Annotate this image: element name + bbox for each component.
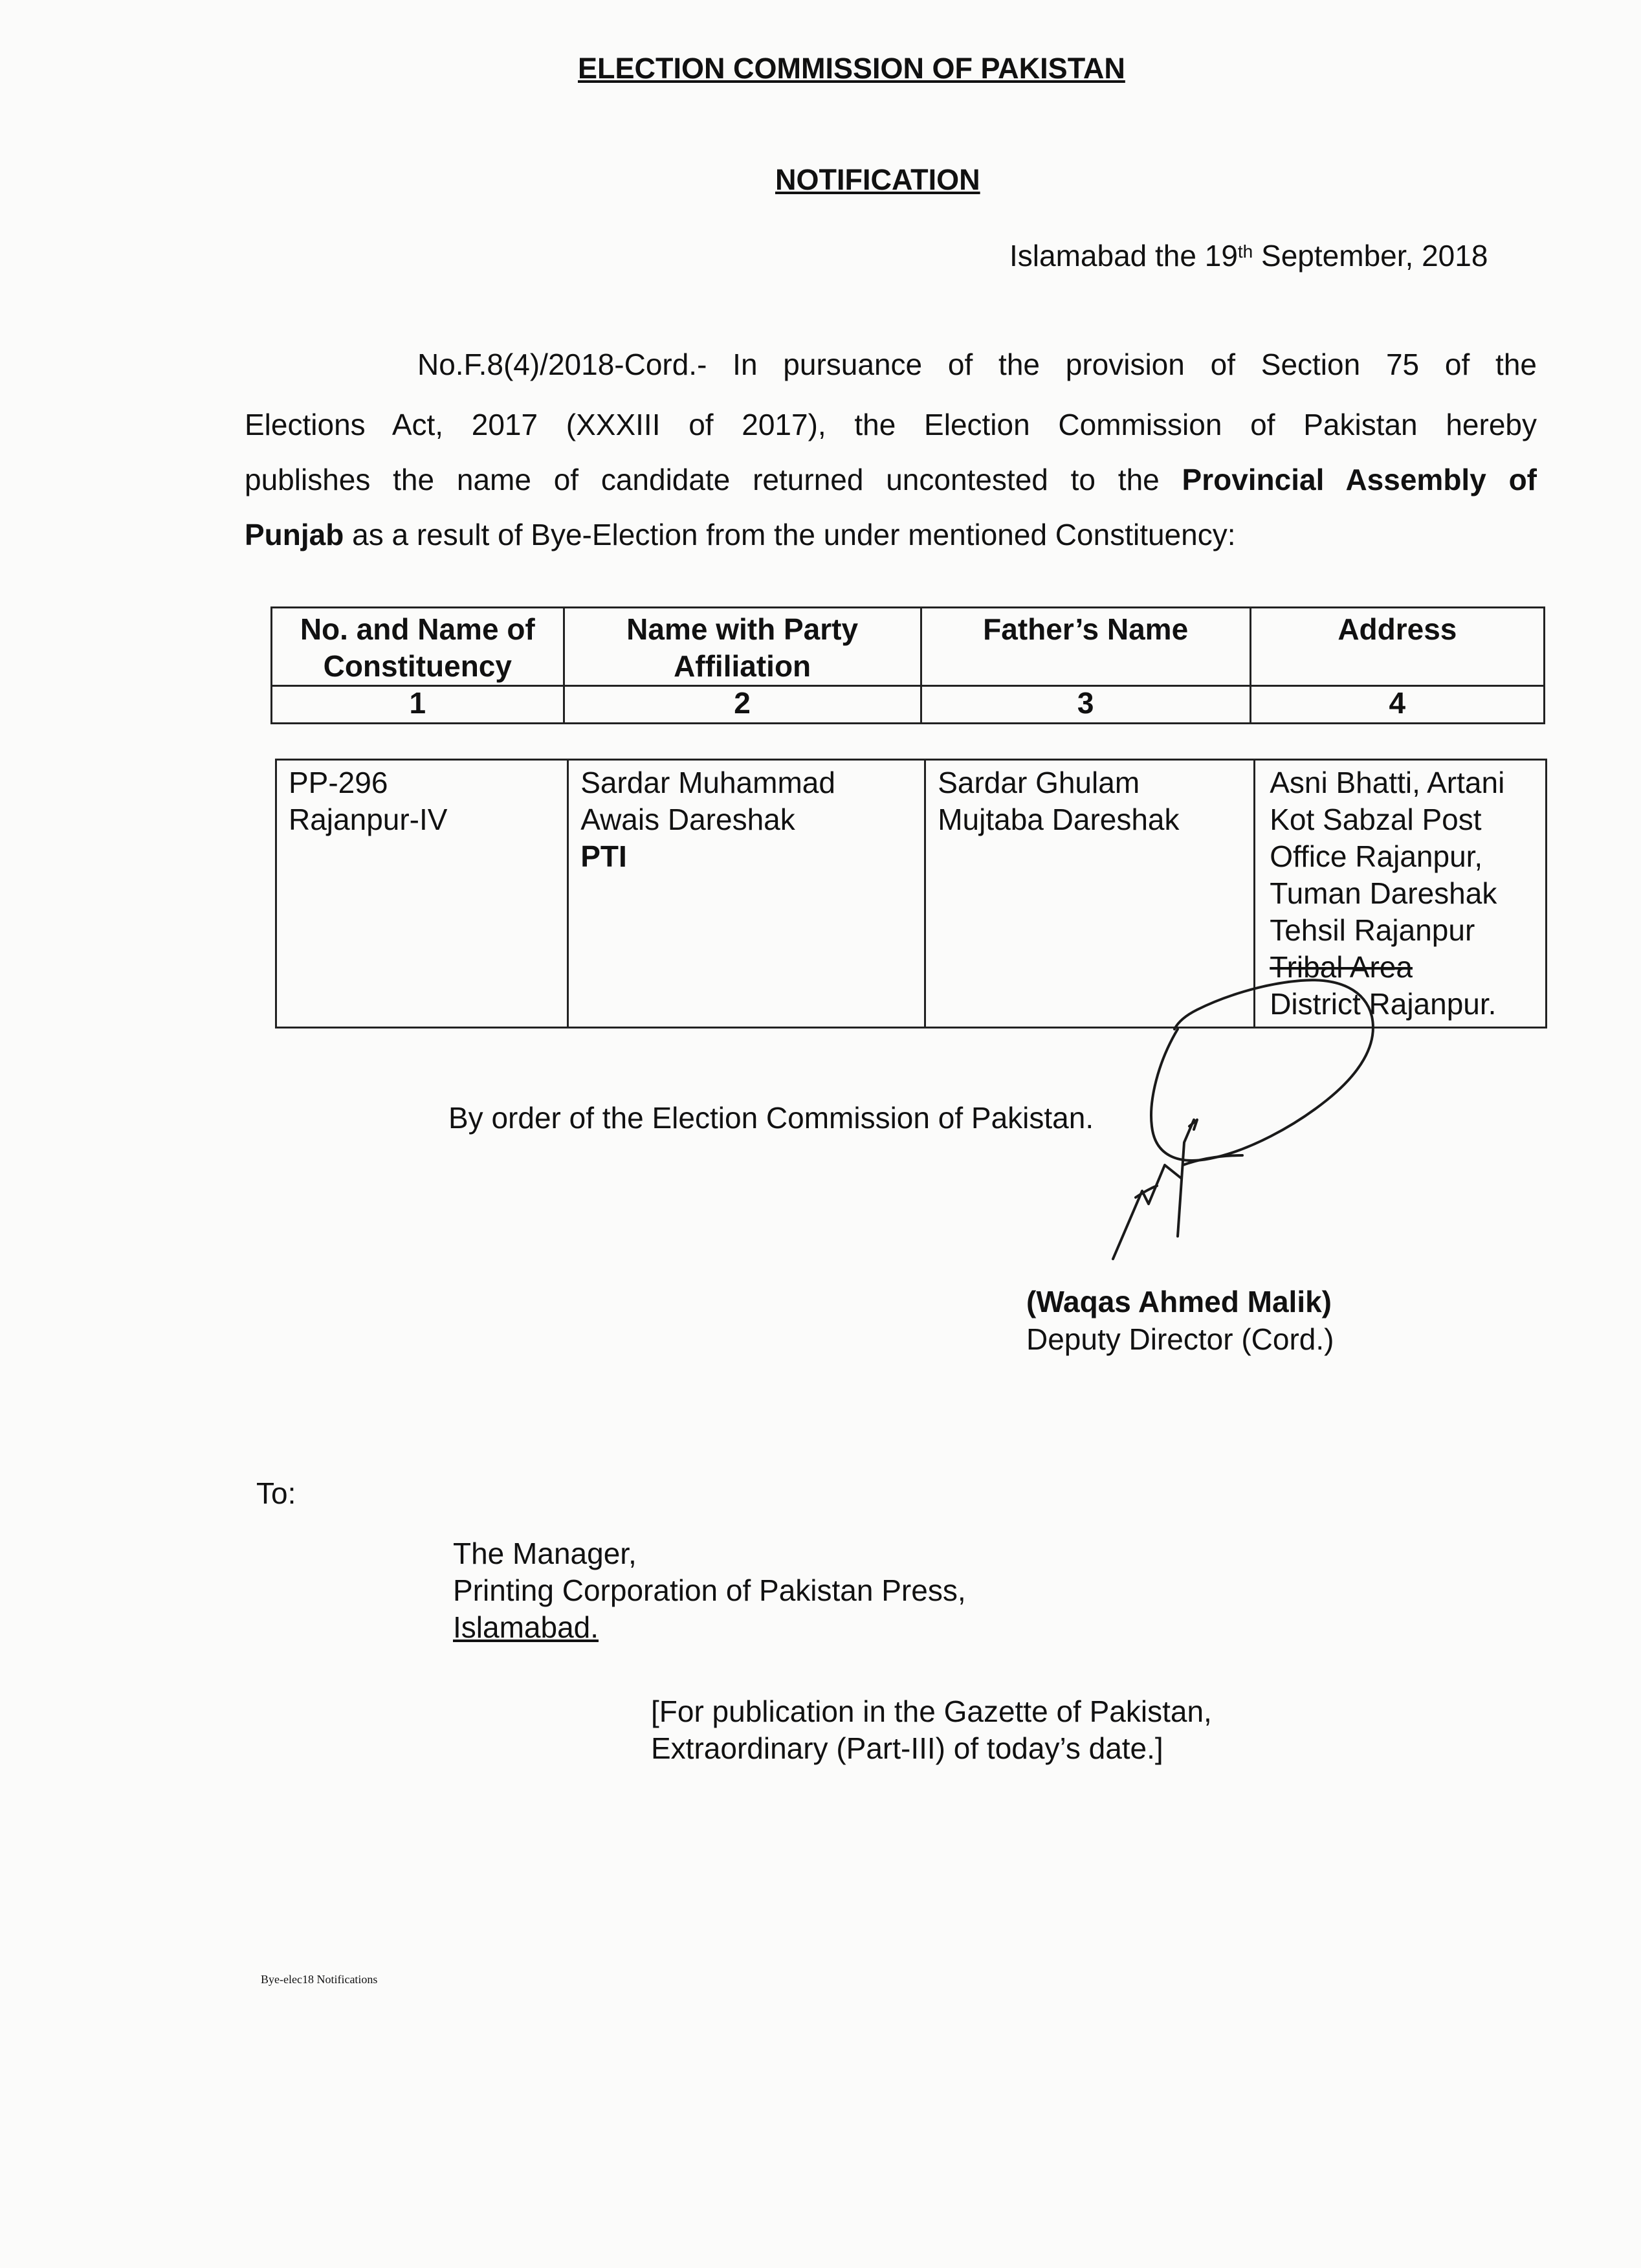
date-prefix: Islamabad the 19	[1009, 239, 1238, 272]
order-line: By order of the Election Commission of Pakistan.	[448, 1101, 1094, 1135]
date-suffix: September, 2018	[1253, 239, 1488, 272]
column-number: 1	[272, 686, 564, 724]
paragraph-line-1: No.F.8(4)/2018-Cord.- In pursuance of the provision of Section 75 of the	[417, 348, 1537, 381]
column-number-row	[272, 686, 1545, 724]
publication-note-line-2: Extraordinary (Part-III) of today’s date.]	[651, 1731, 1163, 1765]
column-number: 2	[564, 686, 921, 724]
province-bold: Punjab	[245, 518, 344, 551]
recipient-line-2: Printing Corporation of Pakistan Press,	[453, 1573, 966, 1607]
recipient-line-3: Islamabad.	[453, 1610, 599, 1644]
handwritten-signature	[1087, 932, 1449, 1282]
cell-name-party: Sardar Muhammad Awais Dareshak PTI	[568, 760, 925, 1028]
cell-constituency: PP-296 Rajanpur-IV	[276, 760, 568, 1028]
table-header	[270, 606, 1545, 724]
signatory-name: (Waqas Ahmed Malik)	[1026, 1285, 1332, 1318]
header-address: Address	[1250, 608, 1544, 686]
paragraph-line-4	[245, 507, 1236, 562]
cell-father-name: Sardar Ghulam Mujtaba Dareshak	[925, 760, 1255, 1028]
paragraph-line-4-text: as a result of Bye-Election from the under mentioned Constituency:	[344, 518, 1236, 551]
assembly-name-bold: Provincial Assembly of	[1182, 463, 1537, 496]
paragraph-line-3	[245, 452, 1537, 507]
table-header-row	[272, 608, 1545, 686]
party-affiliation: PTI	[580, 839, 627, 873]
publication-note	[651, 1693, 1212, 1767]
header-name-party: Name with Party Affiliation	[564, 608, 921, 686]
to-label: To:	[256, 1476, 296, 1510]
notification-title: NOTIFICATION	[775, 163, 980, 196]
column-number: 4	[1250, 686, 1544, 724]
publication-note-line-1: [For publication in the Gazette of Pakistan,	[651, 1695, 1212, 1728]
date-line	[1009, 228, 1488, 284]
cell-address: Asni Bhatti, Artani Kot Sabzal Post Office Rajanpur, Tuman Dareshak Tehsil Rajanpur Tribal Area District Rajanpur.	[1255, 760, 1547, 1028]
footer-reference: Bye-elec18 Notifications	[261, 1973, 378, 1986]
recipient-line-1: The Manager,	[453, 1537, 637, 1570]
paragraph-line-2: Elections Act, 2017 (XXXIII of 2017), the Election Commission of Pakistan hereby	[245, 408, 1537, 441]
header-father-name: Father’s Name	[921, 608, 1250, 686]
column-number: 3	[921, 686, 1250, 724]
signatory-designation: Deputy Director (Cord.)	[1026, 1322, 1334, 1356]
recipient-block	[453, 1535, 966, 1646]
organization-heading: ELECTION COMMISSION OF PAKISTAN	[578, 52, 1125, 85]
date-superscript: th	[1237, 241, 1253, 261]
header-constituency: No. and Name of Constituency	[272, 608, 564, 686]
struck-address-line: Tribal Area	[1270, 950, 1413, 984]
paragraph-line-3-text: publishes the name of candidate returned uncontested to the	[245, 463, 1182, 496]
